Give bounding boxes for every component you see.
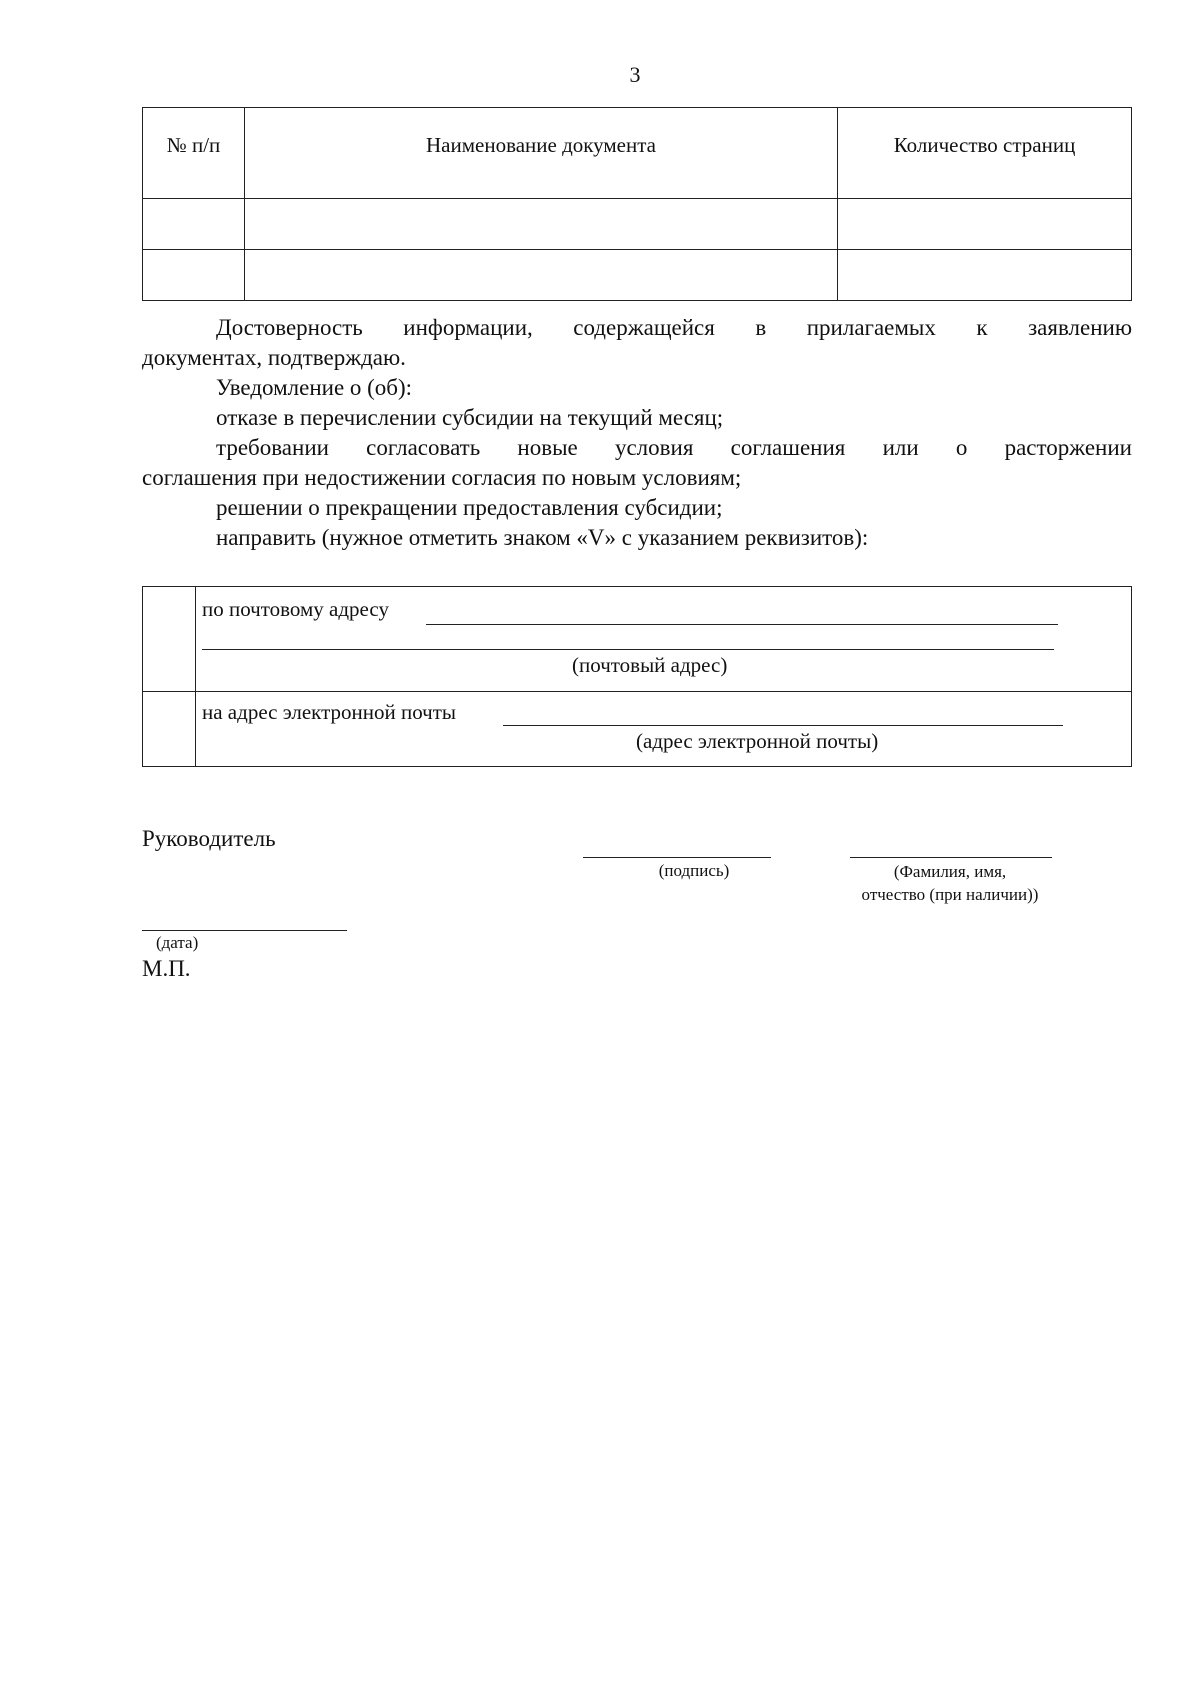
head-label: Руководитель: [142, 826, 276, 851]
table-row: [143, 250, 1132, 301]
notice-item-requirement-line-2: соглашения при недостижении согласия по новым условиям;: [142, 465, 742, 490]
confirm-line-1: Достоверность информации, содержащейся в прилагаемых к заявлению: [216, 315, 1132, 340]
documents-table: [142, 107, 1132, 301]
column-header-number: № п/п: [143, 108, 245, 199]
notice-item-termination: решении о прекращении предоставления субсидии;: [216, 495, 723, 520]
delivery-method-table: [142, 586, 1132, 767]
full-name-caption-line-2: отчество (при наличии)): [861, 885, 1039, 904]
date-caption: (дата): [156, 933, 199, 952]
stamp-label: М.П.: [142, 956, 191, 981]
postal-address-line-2[interactable]: [202, 649, 1054, 650]
notice-item-requirement-line-1: требовании согласовать новые условия соглашения или о расторжении: [216, 435, 1132, 460]
full-name-caption-line-1: (Фамилия, имя,: [893, 862, 1007, 881]
column-header-page-count: Количество страниц: [838, 108, 1132, 199]
delivery-row-email: [143, 692, 1132, 767]
email-caption: (адрес электронной почты): [636, 729, 879, 753]
signature-line[interactable]: [583, 857, 771, 858]
email-checkbox-cell[interactable]: [143, 692, 196, 767]
email-address-line[interactable]: [503, 725, 1063, 726]
column-header-document-name: Наименование документа: [245, 108, 838, 199]
date-line[interactable]: [142, 930, 347, 931]
postal-address-line[interactable]: [426, 624, 1058, 625]
direct-instruction: направить (нужное отметить знаком «V» с указанием реквизитов):: [216, 525, 869, 550]
table-cell[interactable]: [143, 199, 245, 250]
signature-caption: (подпись): [658, 861, 730, 880]
notice-item-refusal: отказе в перечислении субсидии на текущий месяц;: [216, 405, 724, 430]
postal-checkbox-cell[interactable]: [143, 587, 196, 692]
delivery-row-postal: [143, 587, 1132, 692]
confirm-line-2: документах, подтверждаю.: [142, 345, 406, 370]
postal-caption: (почтовый адрес): [572, 653, 728, 677]
table-cell[interactable]: [838, 199, 1132, 250]
table-header-row: [143, 108, 1132, 199]
table-cell[interactable]: [838, 250, 1132, 301]
postal-label: по почтовому адресу: [202, 597, 389, 621]
table-cell[interactable]: [245, 250, 838, 301]
email-label: на адрес электронной почты: [202, 700, 457, 724]
notice-heading: Уведомление о (об):: [216, 375, 413, 400]
full-name-line[interactable]: [850, 857, 1052, 858]
table-cell[interactable]: [245, 199, 838, 250]
page-number: 3: [629, 62, 641, 87]
table-row: [143, 199, 1132, 250]
table-cell[interactable]: [143, 250, 245, 301]
